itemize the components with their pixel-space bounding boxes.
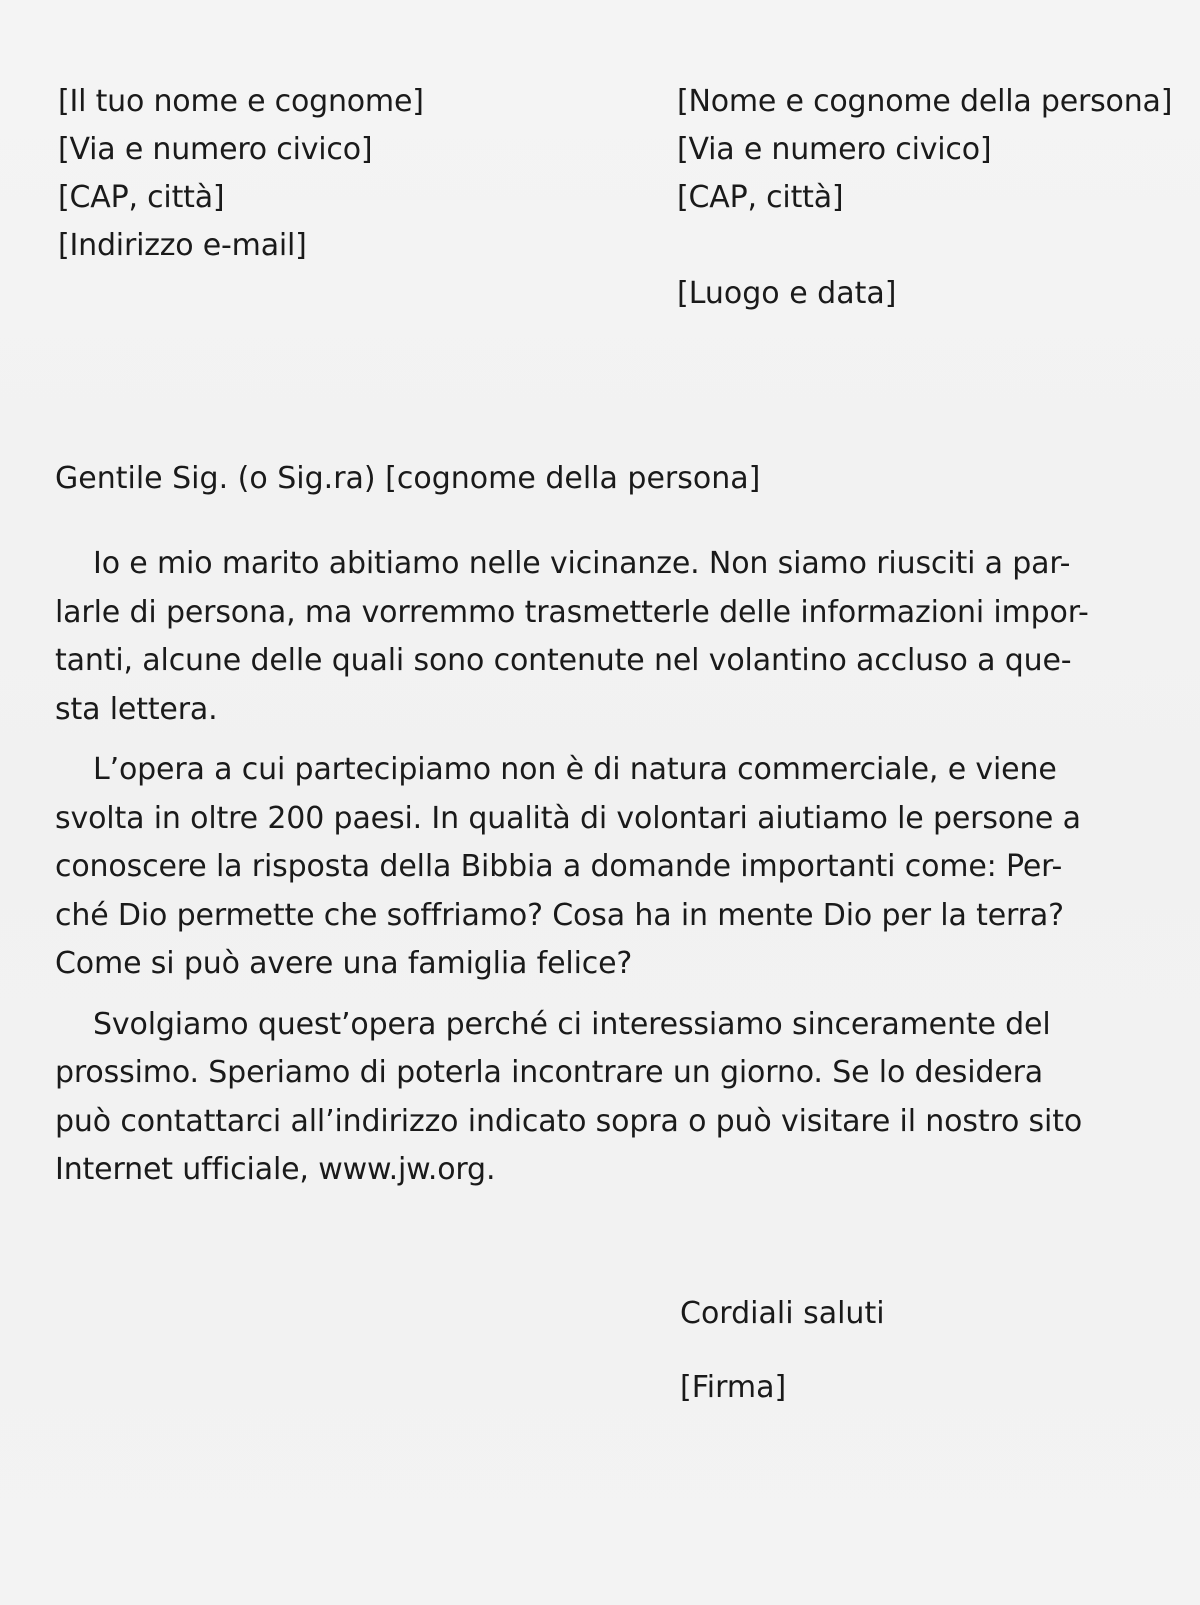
letter-body — [55, 540, 1145, 1207]
body-line: può contattarci all’indirizzo indicato sopra o può visitare il nostro sito — [55, 1103, 1083, 1139]
body-line: conoscere la risposta della Bibbia a domande importanti come: Per- — [55, 849, 1063, 884]
sender-street: [Via e numero civico] — [58, 132, 373, 167]
recipient-street: [Via e numero civico] — [677, 132, 992, 167]
body-line: Come si può avere una famiglia felice? — [55, 946, 633, 981]
sender-email: [Indirizzo e-mail] — [58, 228, 307, 263]
closing: Cordiali saluti — [680, 1296, 885, 1331]
paragraph-3 — [55, 1001, 1145, 1195]
body-line: prossimo. Speriamo di poterla incontrare un giorno. Se lo desidera — [55, 1055, 1044, 1090]
sender-name: [Il tuo nome e cognome] — [58, 84, 424, 119]
place-and-date: [Luogo e data] — [677, 276, 897, 311]
sender-address-block — [58, 78, 424, 270]
body-line: larle di persona, ma vorremmo trasmetterle delle informazioni impor- — [55, 594, 1089, 630]
sender-city: [CAP, città] — [58, 180, 225, 215]
body-line: svolta in oltre 200 paesi. In qualità di volontari aiutiamo le persone a — [55, 800, 1081, 836]
body-line: tanti, alcune delle quali sono contenute nel volantino accluso a que- — [55, 643, 1072, 678]
recipient-address-block — [677, 78, 1172, 222]
body-line: sta lettera. — [55, 691, 218, 727]
body-line: L’opera a cui partecipiamo non è di natura commerciale, e viene — [93, 752, 1057, 787]
body-line: ché Dio permette che soffriamo? Cosa ha in mente Dio per la terra? — [55, 897, 1064, 933]
recipient-city: [CAP, città] — [677, 180, 844, 215]
recipient-name: [Nome e cognome della persona] — [677, 84, 1173, 119]
body-line: Internet ufficiale, www.jw.org. — [55, 1152, 496, 1187]
body-line: Io e mio marito abitiamo nelle vicinanze. Non siamo riusciti a par- — [93, 546, 1071, 581]
signature-placeholder: [Firma] — [680, 1370, 787, 1405]
salutation: Gentile Sig. (o Sig.ra) [cognome della persona] — [55, 461, 761, 496]
paragraph-1 — [55, 540, 1145, 734]
body-line: Svolgiamo quest’opera perché ci interessiamo sinceramente del — [93, 1006, 1051, 1042]
paragraph-2 — [55, 746, 1145, 989]
